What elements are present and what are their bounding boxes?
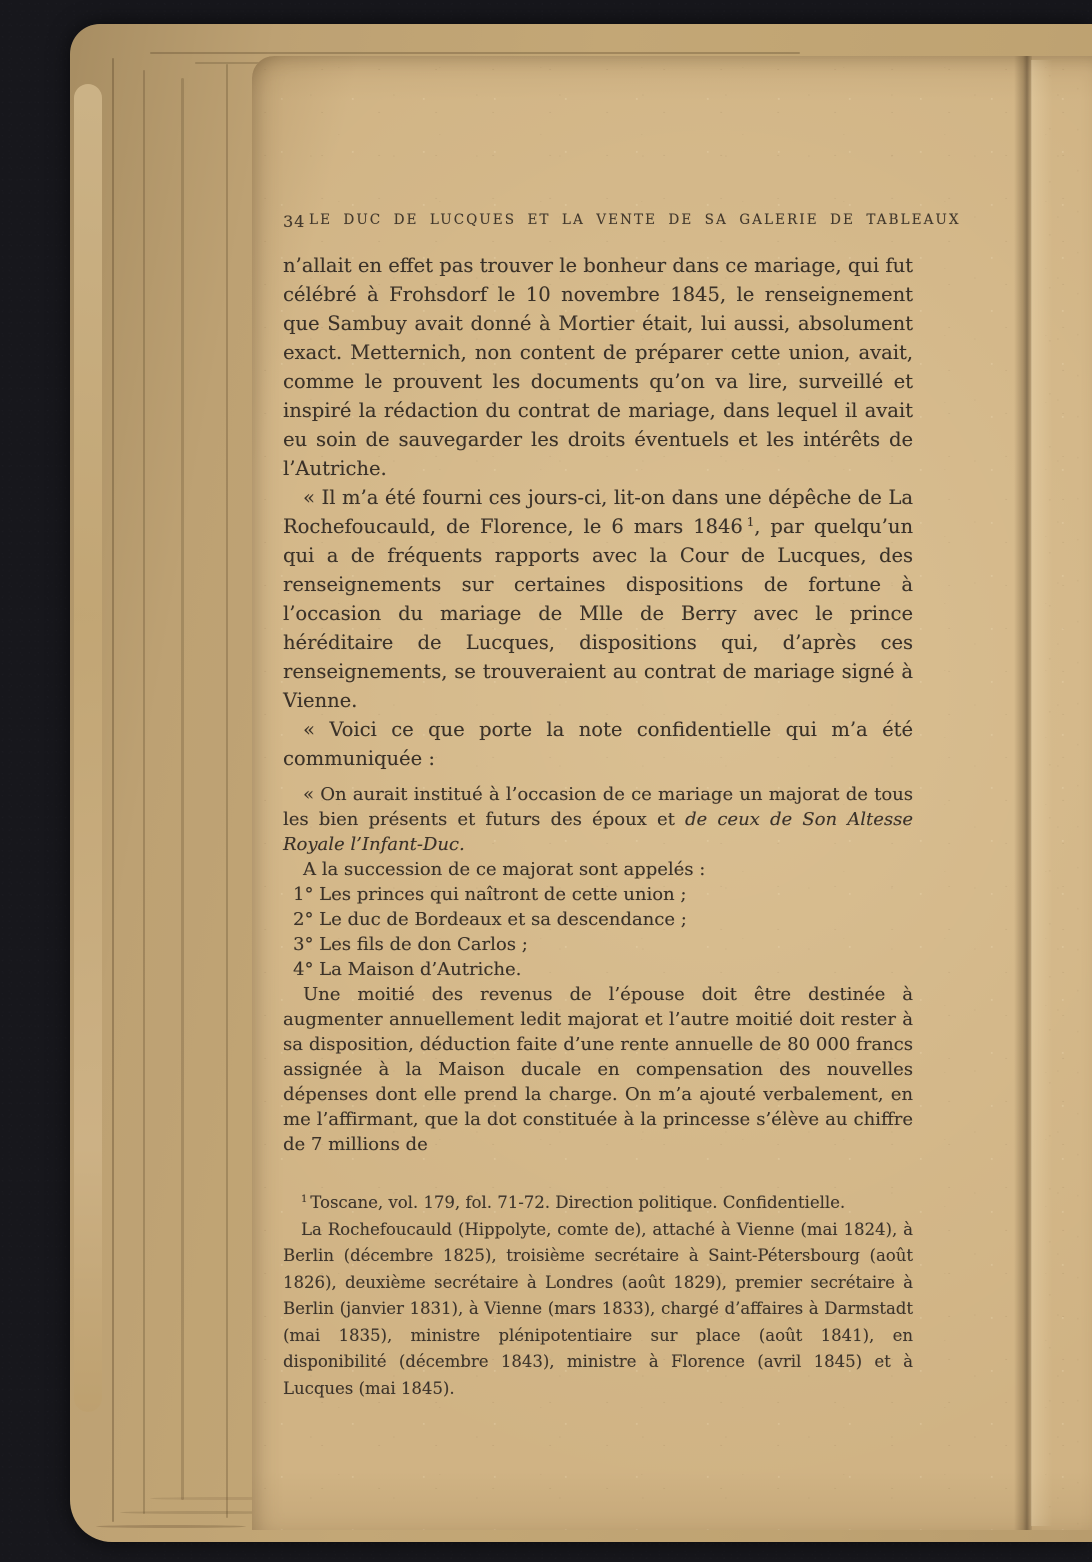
page-number: 34: [283, 212, 306, 231]
list-item-1: 1° Les princes qui naîtront de cette union ;: [293, 884, 687, 905]
page-edge-line: [181, 78, 184, 1500]
list-item-3: 3° Les fils de don Carlos ;: [293, 934, 528, 955]
list-item-4: 4° La Maison d’Autriche.: [293, 959, 522, 980]
paragraph-1: n’allait en effet pas trouver le bonheur dans ce mariage, qui fut célébré à Frohsdorf le 10 novembre 1845, le renseignement que Sambuy avait donné à Mortier était, lui aussi, absolument exact. Metternich, non content de préparer cette union, avait, comme le prouvent les documents qu’on va lire, surveillé et inspiré la rédaction du contrat de mariage, dans lequel il avait eu soin de sauvegarder les droits éventuels et les intérêts de l’Autriche.: [283, 254, 913, 480]
note-paragraph-1-text: « On aurait institué à l’occasion de ce mariage un majorat de tous les bien présents et futurs des époux et: [283, 784, 913, 830]
note-paragraph-1-italic: de ceux de Son Altesse Royale l’Infant-Duc.: [283, 809, 913, 855]
footnote-block: [283, 1190, 913, 1402]
facing-page-strip: [1031, 60, 1092, 1526]
footnote-reference: 1: [746, 514, 755, 529]
page-edge-line: [150, 52, 800, 54]
note-paragraph-1: [283, 782, 913, 857]
paragraph-2: [283, 483, 913, 715]
footnote-marker: 1: [301, 1193, 308, 1205]
page-edge-line: [143, 70, 145, 1514]
page-edge-line: [226, 64, 228, 1518]
paragraph-2-text: , par quelqu’un qui a de fréquents rapports avec la Cour de Lucques, des renseignements sur certaines dispositions de fortune à l’occasion du mariage de Mlle de Berry avec le prince héréditaire de Lucques, dispositions qui, d’après ces renseignements, se trouveraient au contrat de mariage signé à Vienne.: [283, 515, 913, 712]
page-edge-line: [96, 1525, 246, 1528]
torn-page-edge: [74, 84, 102, 1412]
quoted-confidential-note: [283, 782, 913, 1157]
paragraph-3: « Voici ce que porte la note confidentielle qui m’a été communiquée :: [283, 718, 913, 770]
note-paragraph-3: Une moitié des revenus de l’épouse doit être destinée à augmenter annuellement ledit majorat et l’autre moitié doit rester à sa disposition, déduction faite d’une rente annuelle de 80 000 francs assignée à la Maison ducale en compensation des nouvelles dépenses dont elle prend la charge. On m’a ajouté verbalement, en me l’affirmant, que la dot constituée à la princesse s’élève au chiffre de 7 millions de: [283, 984, 913, 1155]
page-content: [283, 212, 961, 1402]
note-paragraph-2: A la succession de ce majorat sont appelés :: [303, 859, 706, 880]
footnote-line-1-text: Toscane, vol. 179, fol. 71-72. Direction politique. Confidentielle.: [310, 1193, 846, 1212]
paragraph-2-text: « Il m’a été fourni ces jours-ci, lit-on dans une dépêche de La Rochefoucauld, de Florence, le 6 mars 1846: [283, 486, 913, 538]
footnote-line-2: La Rochefoucauld (Hippolyte, comte de), attaché à Vienne (mai 1824), à Berlin (décembre 1825), troisième secrétaire à Saint-Pétersbourg (août 1826), deuxième secrétaire à Londres (août 1829), premier secrétaire à Berlin (janvier 1831), à Vienne (mars 1833), chargé d’affaires à Darmstadt (mai 1835), ministre plénipotentiaire sur place (août 1841), en disponibilité (décembre 1843), ministre à Florence (avril 1845) et à Lucques (mai 1845).: [283, 1219, 913, 1398]
footnote-line-1: [283, 1190, 913, 1217]
page-edge-line: [112, 58, 114, 1522]
list-item-2: 2° Le duc de Bordeaux et sa descendance ;: [293, 909, 687, 930]
gutter-crease: [1014, 56, 1032, 1530]
running-header: [283, 212, 961, 234]
running-title: LE DUC DE LUCQUES ET LA VENTE DE SA GALERIE DE TABLEAUX: [309, 212, 961, 228]
